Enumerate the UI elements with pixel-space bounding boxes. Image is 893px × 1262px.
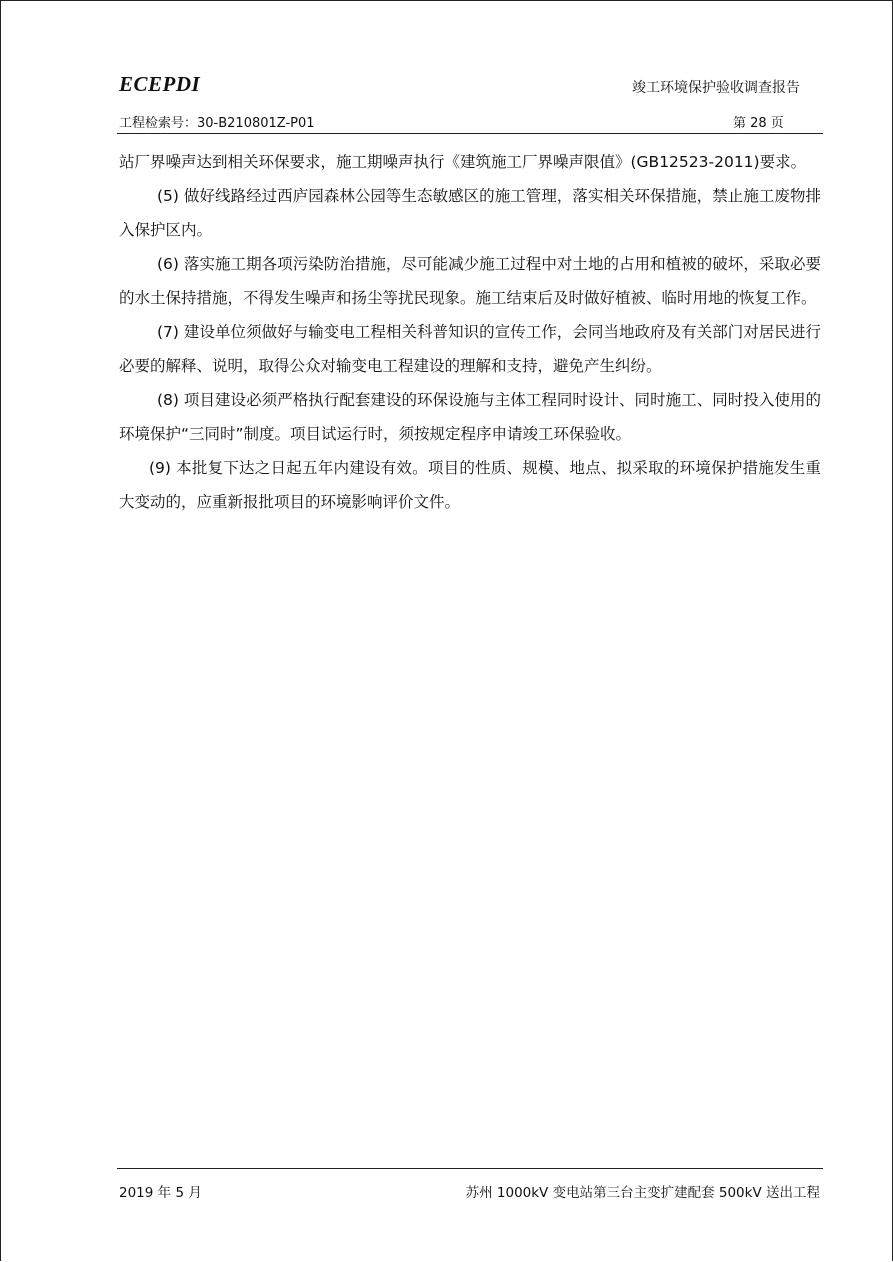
paragraph-item-8: (8) 项目建设必须严格执行配套建设的环保设施与主体工程同时设计、同时施工、同时投入使用的环境保护“三同时”制度。项目试运行时，须按规定程序申请竣工环保验收。 [119,391,821,443]
paragraph-item-7: (7) 建设单位须做好与输变电工程相关科普知识的宣传工作，会同当地政府及有关部门对居民进行必要的解释、说明，取得公众对输变电工程建设的理解和支持，避免产生纠纷。 [119,323,821,375]
footer-divider [117,1168,823,1169]
doc-number: 工程检索号：30-B210801Z-P01 [119,116,315,131]
report-title: 竣工环境保护验收调查报告 [632,80,800,96]
header-divider [117,133,823,134]
paragraph-item-9: (9) 本批复下达之日起五年内建设有效。项目的性质、规模、地点、拟采取的环境保护措施发生重大变动的，应重新报批项目的环境影响评价文件。 [119,459,821,511]
company-logo: ECEPDI [119,72,201,96]
page-number: 第 28 页 [733,116,784,131]
paragraph-continuation: 站厂界噪声达到相关环保要求，施工期噪声执行《建筑施工厂界噪声限值》(GB12523-2011)要求。 [119,153,807,171]
paragraph-item-6: (6) 落实施工期各项污染防治措施，尽可能减少施工过程中对土地的占用和植被的破坏，采取必要的水土保持措施，不得发生噪声和扬尘等扰民现象。施工结束后及时做好植被、临时用地的恢复工作。 [119,255,821,307]
paragraph-item-5: (5) 做好线路经过西庐园森林公园等生态敏感区的施工管理，落实相关环保措施，禁止施工废物排入保护区内。 [119,187,821,239]
footer-project-name: 苏州 1000kV 变电站第三台主变扩建配套 500kV 送出工程 [465,1185,820,1201]
footer-date: 2019 年 5 月 [119,1185,202,1201]
document-body [119,145,821,519]
